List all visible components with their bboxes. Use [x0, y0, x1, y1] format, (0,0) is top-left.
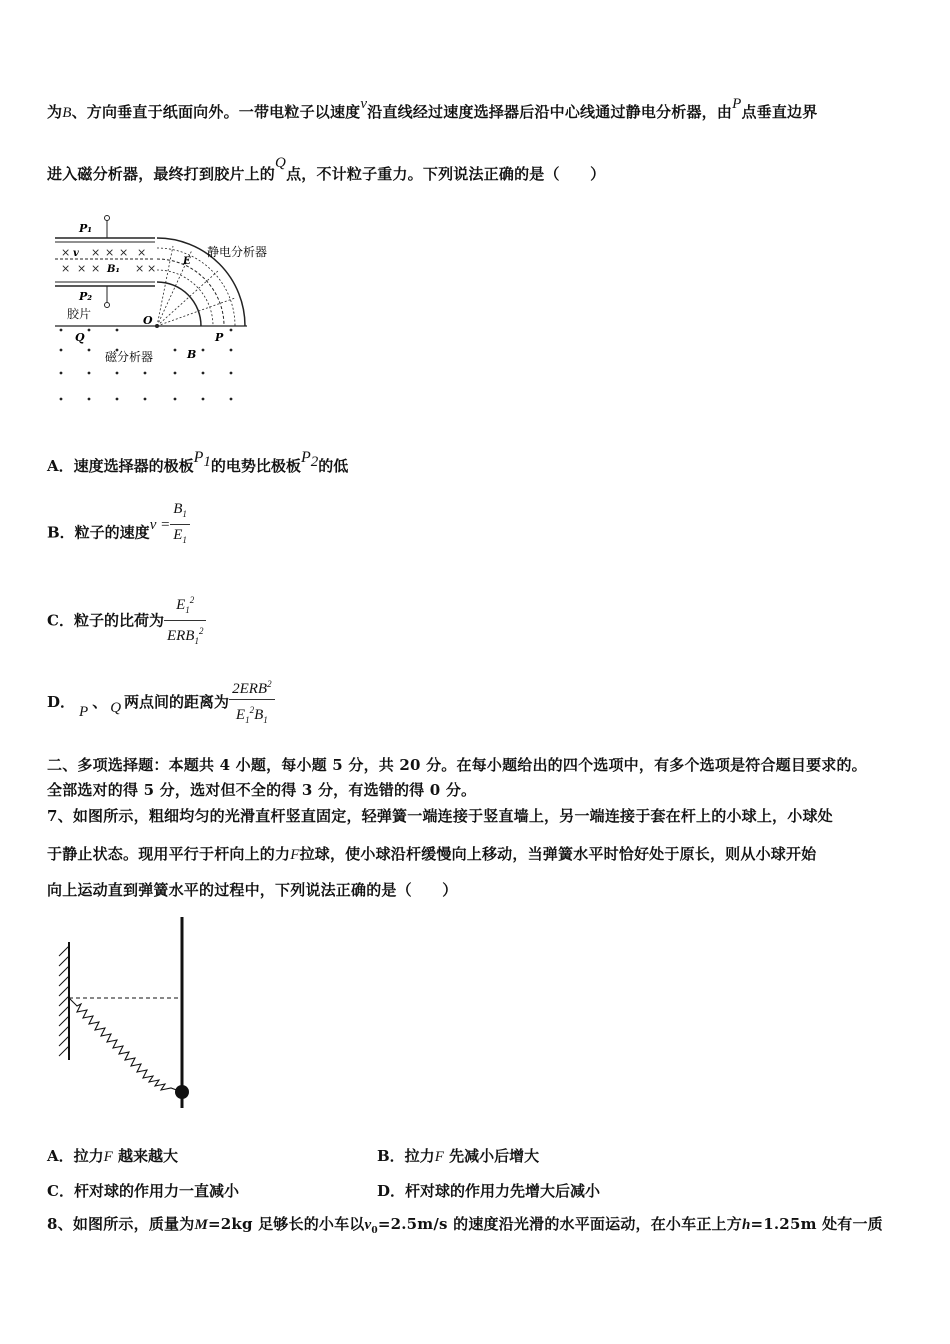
- var-B: B: [62, 105, 72, 121]
- label-o: O: [143, 314, 153, 327]
- q7-stem-line2: 于静止状态。现用平行于杆向上的力F拉球，使小球沿杆缓慢向上移动，当弹簧水平时恰好处于原长，则从小球开始: [47, 845, 817, 863]
- label-e: E: [183, 256, 191, 267]
- wall-hatching: [59, 946, 69, 1056]
- rod-spring-figure: [55, 912, 205, 1117]
- magnetic-field-dots: [60, 329, 233, 401]
- var-P: P: [732, 96, 742, 112]
- var-Q: Q: [275, 155, 287, 171]
- q7-stem-line1: 7、如图所示，粗细均匀的光滑直杆竖直固定，轻弹簧一端连接于竖直墙上，另一端连接于套在杆上的小球上，小球处: [47, 807, 833, 825]
- svg-text:×: ×: [105, 246, 115, 259]
- label-electrostatic: 静电分析器: [207, 245, 268, 259]
- svg-text:×: ×: [77, 262, 87, 275]
- section2-line2: 全部选对的得 5 分，选对但不全的得 3 分，有选错的得 0 分。: [47, 781, 477, 799]
- label-p1: P₁: [79, 222, 93, 235]
- svg-text:×: ×: [61, 246, 71, 259]
- q6-stem-line2: 进入磁分析器，最终打到胶片上的Q点，不计粒子重力。下列说法正确的是（ ）: [47, 155, 606, 183]
- label-p2: P₂: [79, 290, 93, 303]
- q7-option-c[interactable]: C．杆对球的作用力一直减小: [47, 1182, 239, 1200]
- mass-spectrometer-figure: [47, 210, 307, 410]
- svg-text:×: ×: [147, 262, 157, 275]
- q7-option-a[interactable]: A．拉力F 越来越大: [47, 1147, 179, 1165]
- label-v: v: [73, 248, 79, 259]
- label-p: P: [215, 331, 224, 344]
- svg-text:×: ×: [91, 246, 101, 259]
- var-v: v: [360, 96, 368, 112]
- label-q: Q: [75, 331, 85, 344]
- label-magnetic: 磁分析器: [105, 350, 154, 364]
- svg-text:×: ×: [137, 246, 147, 259]
- spring: [69, 998, 182, 1092]
- label-b: B: [187, 348, 197, 361]
- q6-option-a[interactable]: A．速度选择器的极板$P_1$的电势比极板$P_2$的低: [47, 449, 349, 475]
- q7-option-d[interactable]: D．杆对球的作用力先增大后减小: [377, 1182, 601, 1200]
- q7-stem-line3: 向上运动直到弹簧水平的过程中，下列说法正确的是（ ）: [47, 881, 458, 899]
- ball: [175, 1085, 189, 1099]
- q8-stem-line1: 8、如图所示，质量为M=2kg 足够长的小车以$v_0=2.5m/s$ 的速度沿光滑的水平面运动，在小车正上方h=1.25m 处有一质: [47, 1215, 883, 1236]
- label-film: 胶片: [67, 307, 92, 321]
- svg-text:×: ×: [119, 246, 129, 259]
- q6-option-b[interactable]: B．粒子的速度v = $\frac{B_1}{E_1}$: [47, 507, 190, 558]
- label-b1: B₁: [107, 264, 120, 275]
- q6-option-d[interactable]: D．P、 Q 两点间的距离为 $\frac{2ERB^2}{E_1^2B_1}$: [47, 674, 275, 730]
- q7-option-b[interactable]: B．拉力F 先减小后增大: [377, 1147, 540, 1165]
- svg-text:×: ×: [61, 262, 71, 275]
- section2-line1: 二、多项选择题：本题共 4 小题，每小题 5 分，共 20 分。在每小题给出的四个选项中，有多个选项是符合题目要求的。: [47, 756, 867, 774]
- q6-stem-line1: 为B、方向垂直于纸面向外。一带电粒子以速度v沿直线经过速度选择器后沿中心线通过静电分析器，由P点垂直边界: [47, 96, 818, 121]
- svg-text:×: ×: [91, 262, 101, 275]
- svg-text:×: ×: [135, 262, 145, 275]
- q6-option-c[interactable]: C．粒子的比荷为 $\frac{E_1^2}{ERB_1^2}$: [47, 590, 206, 651]
